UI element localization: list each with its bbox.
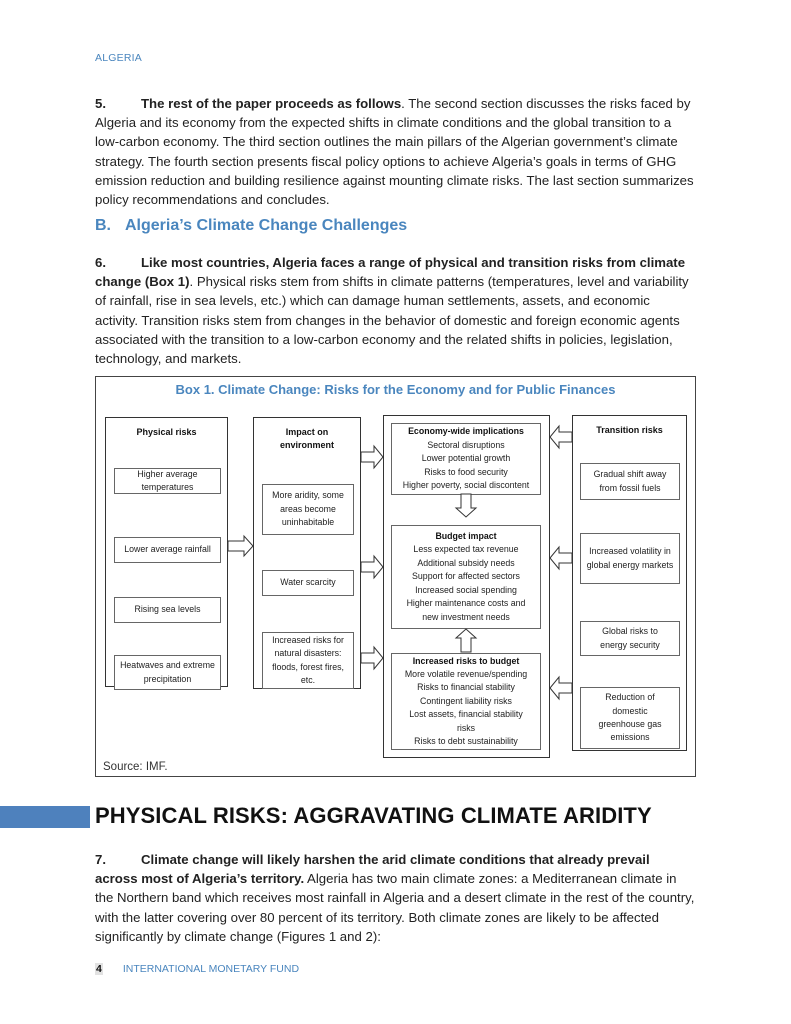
- item-text: Less expected tax revenue: [413, 544, 519, 555]
- budget-impact-box: [391, 525, 541, 629]
- box-source: Source: IMF.: [103, 761, 168, 773]
- arrow-right-icon: [361, 556, 383, 578]
- section-title: Algeria’s Climate Change Challenges: [125, 217, 408, 234]
- item-text: Higher poverty, social discontent: [402, 480, 530, 491]
- impact-item: [262, 484, 354, 535]
- arrow-right-icon: [228, 536, 253, 556]
- item-text: Reduction of domestic greenhouse gas emissions: [598, 692, 662, 743]
- section-letter: B.: [95, 217, 111, 234]
- impact-environment-column: [253, 417, 361, 689]
- box-heading: Increased risks to budget: [412, 655, 520, 666]
- item-text: Sectoral disruptions: [427, 439, 505, 450]
- physical-risk-item: [114, 468, 221, 494]
- item-text: Increased risks for natural disasters: floods, forest fires, etc.: [272, 634, 344, 685]
- item-text: Risks to debt sustainability: [414, 736, 518, 747]
- arrow-right-icon: [361, 446, 383, 468]
- item-text: Support for affected sectors: [412, 571, 520, 582]
- paragraph-5: [95, 94, 695, 209]
- item-text: More aridity, some areas become uninhabitable: [272, 490, 344, 528]
- impact-item: [262, 632, 354, 689]
- page-footer: [95, 963, 299, 975]
- column-title: Physical risks: [136, 427, 197, 437]
- item-text: Water scarcity: [280, 577, 336, 588]
- increased-risks-budget-box: [391, 653, 541, 750]
- paragraph-7: [95, 850, 695, 946]
- item-text: Increased volatility in global energy markets: [586, 546, 674, 570]
- item-text: Additional subsidy needs: [417, 557, 515, 568]
- box-heading: Budget impact: [435, 531, 497, 542]
- transition-risk-item: [580, 621, 680, 656]
- paragraph-lead: The rest of the paper proceeds as follows: [141, 96, 402, 111]
- paragraph-text: . Physical risks stem from shifts in climate patterns (temperatures, level and variability of rainfall, rise in sea levels, etc.) which can damage human settlements, assets, and economic activity. Transition risks stem from changes in the behavior of domestic and foreign economic agents associated with the transition to a low-carbon economy and the related shifts in policies, legislation, technology, and markets.: [95, 274, 689, 367]
- running-head: ALGERIA: [95, 52, 142, 64]
- item-text: Rising sea levels: [134, 604, 201, 615]
- transition-risk-item: [580, 463, 680, 500]
- column-title: Impact on environment: [279, 427, 334, 450]
- section-heading: PHYSICAL RISKS: AGGRAVATING CLIMATE ARIDITY: [95, 803, 652, 828]
- page-number: 4: [96, 963, 102, 975]
- impact-item: [262, 570, 354, 596]
- paragraph-number: 5.: [95, 96, 106, 111]
- box-1-diagram: [95, 376, 696, 777]
- item-text: Risks to food security: [424, 466, 508, 477]
- item-text: Lost assets, financial stability risks: [409, 709, 523, 733]
- item-text: Global risks to energy security: [600, 626, 660, 650]
- transition-risk-item: [580, 533, 680, 584]
- transition-risk-item: [580, 687, 680, 749]
- economy-wide-implications-box: [391, 423, 541, 495]
- physical-risks-column: [105, 417, 228, 687]
- paragraph-text: . The second section discusses the risks faced by Algeria and its economy from the expected shifts in climate conditions and the global transition to a low-carbon economy. The third section outlines the main pillars of the Algerian government’s climate strategy. The fourth section presents fiscal policy options to achieve Algeria’s goals in terms of GHG emission reduction and building resilience against mounting climate risks. The last section summarizes policy recommendations and concludes.: [95, 96, 694, 208]
- arrow-right-icon: [361, 647, 383, 669]
- item-text: Higher maintenance costs and new investment needs: [406, 598, 526, 622]
- section-accent-bar: [0, 806, 90, 828]
- item-text: Contingent liability risks: [420, 695, 512, 706]
- physical-risk-item: [114, 537, 221, 563]
- publisher-name: INTERNATIONAL MONETARY FUND: [122, 963, 300, 975]
- paragraph-text: Algeria has two main climate zones: a Mediterranean climate in the Northern band which receives most rainfall in Algeria and a desert climate in the rest of the country, with the latter covering over 80 percent of its territory. Both climate zones are likely to be affected significantly by climate change (Figures 1 and 2):: [95, 871, 695, 944]
- box-heading: Economy-wide implications: [408, 426, 524, 437]
- section-heading-b: [95, 217, 407, 235]
- item-text: Risks to financial stability: [417, 682, 515, 693]
- physical-risk-item: [114, 597, 221, 623]
- item-text: More volatile revenue/spending: [404, 668, 528, 679]
- item-text: Gradual shift away from fossil fuels: [593, 469, 667, 493]
- item-text: Increased social spending: [415, 584, 517, 595]
- economy-budget-column: [383, 415, 550, 758]
- item-text: Higher average temperatures: [137, 468, 198, 492]
- item-text: Lower potential growth: [421, 453, 511, 464]
- paragraph-number: 6.: [95, 255, 106, 270]
- paragraph-lead: Like most countries, Algeria faces a range of physical and transition risks from climate change (Box 1): [95, 255, 686, 290]
- paragraph-6: [95, 253, 695, 368]
- paragraph-number: 7.: [95, 852, 106, 867]
- paragraph-lead: Climate change will likely harshen the arid climate conditions that already prevail across most of Algeria’s territory.: [95, 852, 650, 887]
- item-text: Heatwaves and extreme precipitation: [120, 660, 215, 684]
- box-title: Box 1. Climate Change: Risks for the Economy and for Public Finances: [175, 382, 616, 397]
- arrow-left-icon: [550, 547, 572, 569]
- arrow-left-icon: [550, 426, 572, 448]
- arrow-left-icon: [550, 677, 572, 699]
- physical-risk-item: [114, 655, 221, 690]
- column-title: Transition risks: [596, 425, 663, 435]
- transition-risks-column: [572, 415, 687, 751]
- item-text: Lower average rainfall: [124, 544, 211, 555]
